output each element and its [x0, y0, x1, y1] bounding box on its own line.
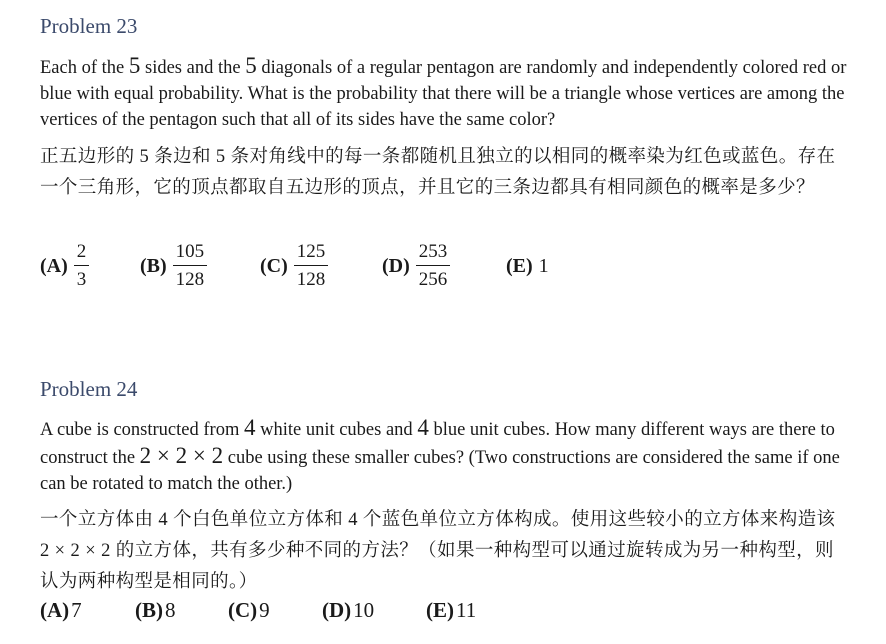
choice-a: [40, 236, 89, 296]
numerator: 105: [173, 241, 208, 266]
denominator: 128: [175, 269, 205, 290]
choice-label: (C): [260, 254, 288, 277]
choice-d: [322, 598, 374, 623]
choice-b: [140, 236, 207, 296]
problem-23-heading: Problem 23: [40, 14, 138, 38]
text-part: A cube is constructed from: [40, 420, 244, 440]
fraction: [294, 241, 329, 291]
choice-a: [40, 598, 82, 623]
numerator: 125: [294, 241, 329, 266]
choice-c: [260, 236, 328, 296]
choice-b: [135, 598, 176, 623]
choice-label: (E): [506, 254, 533, 277]
choice-label: (D): [382, 254, 410, 277]
choice-label: (E): [426, 598, 454, 622]
problem-24-chinese-text: 一个立方体由 4 个白色单位立方体和 4 个蓝色单位立方体构成。使用这些较小的立方体来构造该 2 × 2 × 2 的立方体，共有多少种不同的方法？（如果一种构型可以通过旋转成为另一种构型，则认为两种构型是相同的。）: [40, 510, 836, 592]
choice-value: 8: [165, 598, 176, 622]
text-part: white unit cubes and: [255, 420, 418, 440]
choice-label: (C): [228, 598, 258, 622]
math-number: 5: [245, 53, 257, 78]
choice-label: (A): [40, 598, 70, 622]
numerator: 253: [416, 241, 451, 266]
fraction: [416, 241, 451, 291]
math-expression: 2 × 2 × 2: [139, 443, 224, 468]
choice-label: (D): [322, 598, 352, 622]
problem-23-chinese-text: 正五边形的 5 条边和 5 条对角线中的每一条都随机且独立的以相同的概率染为红色或蓝色。存在一个三角形，它的顶点都取自五边形的顶点，并且它的三条边都具有相同颜色的概率是多少？: [40, 147, 836, 198]
choice-value: 9: [259, 598, 270, 622]
problem-24-english-text: [40, 415, 855, 497]
choice-label: (B): [140, 254, 167, 277]
numerator: 2: [74, 241, 90, 266]
denominator: 3: [76, 269, 87, 290]
text-part: Each of the: [40, 58, 129, 78]
choice-value: 10: [353, 598, 375, 622]
text-part: diagonals of a regular pentagon are randomly and independently colored red or blue with equal probability. What is the probability that there will be a triangle whose vertices are among the vertices of the pentagon such that all of its sides have the same color?: [40, 58, 847, 130]
choice-e: [426, 598, 476, 623]
choice-c: [228, 598, 270, 623]
fraction: [173, 241, 208, 291]
math-number: 5: [128, 53, 141, 78]
denominator: 256: [418, 269, 448, 290]
problem-24-choices: [40, 598, 840, 632]
choice-value: 7: [71, 598, 82, 622]
choice-value: 11: [456, 598, 477, 622]
denominator: 128: [296, 269, 326, 290]
math-number: 4: [243, 415, 256, 440]
choice-e: [506, 236, 549, 296]
choice-d: [382, 236, 450, 296]
fraction: [74, 241, 90, 291]
choice-value: 1: [538, 254, 549, 277]
choice-label: (B): [135, 598, 163, 622]
text-part: blue unit cubes. How many different ways are there to construct the: [40, 420, 835, 468]
text-part: cube using these smaller cubes? (Two constructions are considered the same if one can be rotated to match the other.): [40, 448, 840, 494]
problem-23-english-text: [40, 53, 855, 133]
problem-24-heading: Problem 24: [40, 377, 138, 401]
text-part: sides and the: [140, 58, 246, 78]
math-number: 4: [417, 415, 429, 440]
choice-label: (A): [40, 254, 68, 277]
problem-23-choices: [40, 236, 840, 296]
